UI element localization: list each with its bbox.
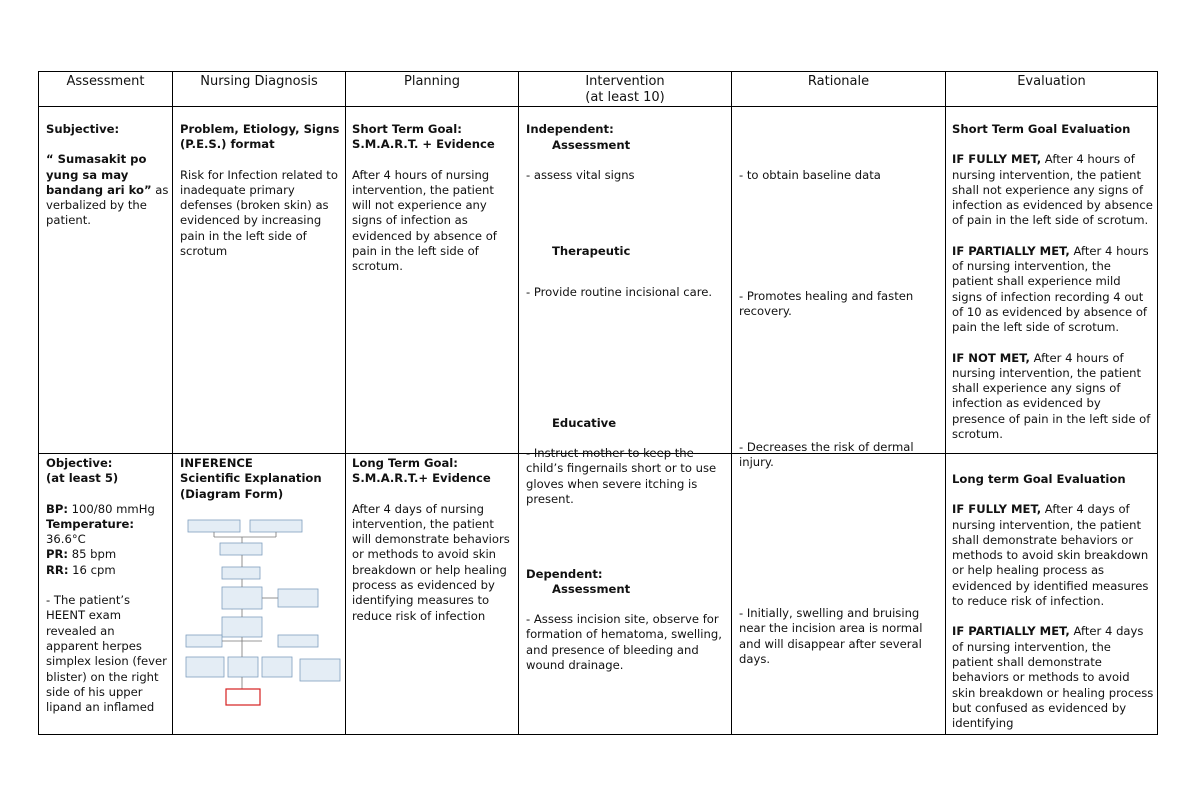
inference-title: Scientific Explanation (Diagram Form) — [180, 471, 322, 501]
inference-cell — [180, 456, 342, 502]
pes-title: Problem, Etiology, Signs (P.E.S.) format — [180, 122, 340, 152]
diagram-node — [222, 587, 262, 609]
header-rationale: Rationale — [807, 74, 870, 89]
assessment-subhead: Assessment — [552, 138, 631, 152]
diagram-node — [278, 589, 318, 607]
stg-evaluation-cell — [952, 122, 1154, 442]
subjective-statement — [46, 152, 170, 228]
stg-smart: S.M.A.R.T. + Evidence — [352, 137, 495, 152]
diagram-node — [220, 543, 262, 555]
subjective-label: Subjective: — [46, 122, 120, 136]
ltg-text: After 4 days of nursing intervention, the patient will demonstrate behaviors or methods to avoid skin breakdown or help healing process as evidenced by identifying measures to reduce risk of infection — [352, 501, 510, 623]
rr-label: RR: — [46, 562, 69, 577]
inference-label: INFERENCE — [180, 456, 253, 470]
bp-value: 100/80 mmHg — [67, 501, 155, 516]
educative-item: - Instruct mother to keep the child’s fingernails short or to use gloves when severe itching is present. — [526, 446, 717, 506]
diagram-node — [186, 635, 222, 647]
pes-cell — [180, 122, 342, 259]
header-planning: Planning — [404, 74, 460, 89]
diagram-node — [186, 657, 224, 677]
not-met-label: IF NOT MET, — [952, 350, 1030, 365]
pes-text: Risk for Infection related to inadequate primary defenses (broken skin) as evidenced by increasing pain in the left side of scrotum — [180, 167, 338, 259]
scientific-explanation-diagram — [182, 515, 342, 715]
dependent-assessment-subhead: Assessment — [552, 582, 631, 596]
bp-line — [46, 502, 170, 517]
ltg-label: Long Term Goal: — [352, 456, 458, 470]
dependent-item: - Assess incision site, observe for formation of hematoma, swelling, and presence of bleeding and wound drainage. — [526, 612, 722, 672]
short-term-goal-cell — [352, 122, 514, 275]
subjective-cell — [46, 122, 170, 229]
diagram-node — [250, 520, 302, 532]
stg-not-met — [952, 351, 1154, 443]
rr-value: 16 cpm — [68, 562, 116, 577]
ltg-fully-met — [952, 502, 1154, 609]
not-met-text: After 4 hours of nursing intervention, the patient shall experience any signs of infection as evidenced by presence of pain in the left side of scrotum. — [952, 350, 1151, 442]
objective-cell — [46, 456, 170, 715]
ltg-fully-met-text: After 4 days of nursing intervention, the patient shall demonstrate behaviors or methods to avoid skin breakdown or help healing process as evidenced by identified measures to reduce risk of infection. — [952, 502, 1149, 609]
stg-text: After 4 hours of nursing intervention, the patient will not experience any signs of infection as evidenced by absence of pain in the left side of scrotum. — [352, 167, 497, 274]
stg-partially-met — [952, 244, 1154, 336]
header-evaluation: Evaluation — [1017, 74, 1086, 89]
ltg-fully-met-label: IF FULLY MET, — [952, 502, 1042, 517]
partially-met-text: After 4 hours of nursing intervention, the patient shall experience mild signs of infection recording 4 out of 10 as evidenced by absence of pain the left side of scrotum. — [952, 243, 1149, 335]
diagram-node — [222, 567, 260, 579]
header-intervention — [518, 74, 732, 106]
subjective-tail: as verbalized by the patient. — [46, 182, 169, 228]
stg-label: Short Term Goal: — [352, 122, 462, 136]
dependent-label: Dependent: — [526, 567, 603, 581]
ltg-partially-met — [952, 624, 1154, 731]
rationale-1: - to obtain baseline data — [739, 168, 881, 182]
partially-met-label: IF PARTIALLY MET, — [952, 243, 1070, 258]
rr-line — [46, 563, 170, 578]
ltg-eval-title: Long term Goal Evaluation — [952, 472, 1126, 486]
incisional-care-item: - Provide routine incisional care. — [526, 285, 713, 299]
ltg-partially-met-label: IF PARTIALLY MET, — [952, 624, 1070, 639]
diagram-node — [300, 659, 340, 681]
independent-label: Independent: — [526, 122, 614, 136]
temp-value: 36.6°C — [46, 532, 86, 547]
temp-label: Temperature: — [46, 516, 135, 531]
bp-label: BP: — [46, 501, 68, 516]
pr-line — [46, 547, 170, 562]
diagram-node — [278, 635, 318, 647]
rationale-4: - Initially, swelling and bruising near the incision area is normal and will disappear after several days. — [739, 606, 923, 666]
header-nursing-diagnosis: Nursing Diagnosis — [200, 74, 318, 89]
educative-subhead: Educative — [552, 416, 617, 430]
fully-met-text: After 4 hours of nursing intervention, the patient shall not experience any signs of infection as evidenced by absence of pain in the left side of scrotum. — [952, 152, 1153, 228]
pr-label: PR: — [46, 547, 69, 562]
objective-label: Objective: — [46, 456, 113, 470]
ltg-partially-met-text: After 4 days of nursing intervention, the patient shall demonstrate behaviors or methods to avoid skin breakdown or healing process but confused as evidenced by identifying — [952, 624, 1154, 731]
stg-fully-met — [952, 152, 1154, 228]
diagram-node — [222, 617, 262, 637]
diagram-node — [262, 657, 292, 677]
therapeutic-subhead: Therapeutic — [552, 244, 631, 258]
header-intervention-title: Intervention — [585, 74, 665, 89]
heent-note: - The patient’s HEENT exam revealed an apparent herpes simplex lesion (fever blister) on the right side of his upper lipand an inflamed — [46, 593, 167, 715]
long-term-goal-cell — [352, 456, 514, 624]
fully-met-label: IF FULLY MET, — [952, 152, 1042, 167]
rationale-2: - Promotes healing and fasten recovery. — [739, 289, 914, 319]
diagram-outcome-node — [226, 689, 260, 705]
assess-vital-signs: - assess vital signs — [526, 168, 635, 182]
diagram-node — [228, 657, 258, 677]
ltg-smart: S.M.A.R.T.+ Evidence — [352, 471, 491, 486]
header-intervention-sub: (at least 10) — [585, 90, 665, 105]
diagram-node — [188, 520, 240, 532]
stg-eval-title: Short Term Goal Evaluation — [952, 122, 1131, 136]
pr-value: 85 bpm — [68, 547, 117, 562]
subjective-quote: “ Sumasakit po yung sa may bandang ari ko” — [46, 152, 152, 197]
header-assessment: Assessment — [66, 74, 145, 89]
rationale-3: - Decreases the risk of dermal injury. — [739, 440, 914, 470]
ltg-evaluation-cell — [952, 472, 1154, 731]
objective-sub: (at least 5) — [46, 471, 119, 486]
